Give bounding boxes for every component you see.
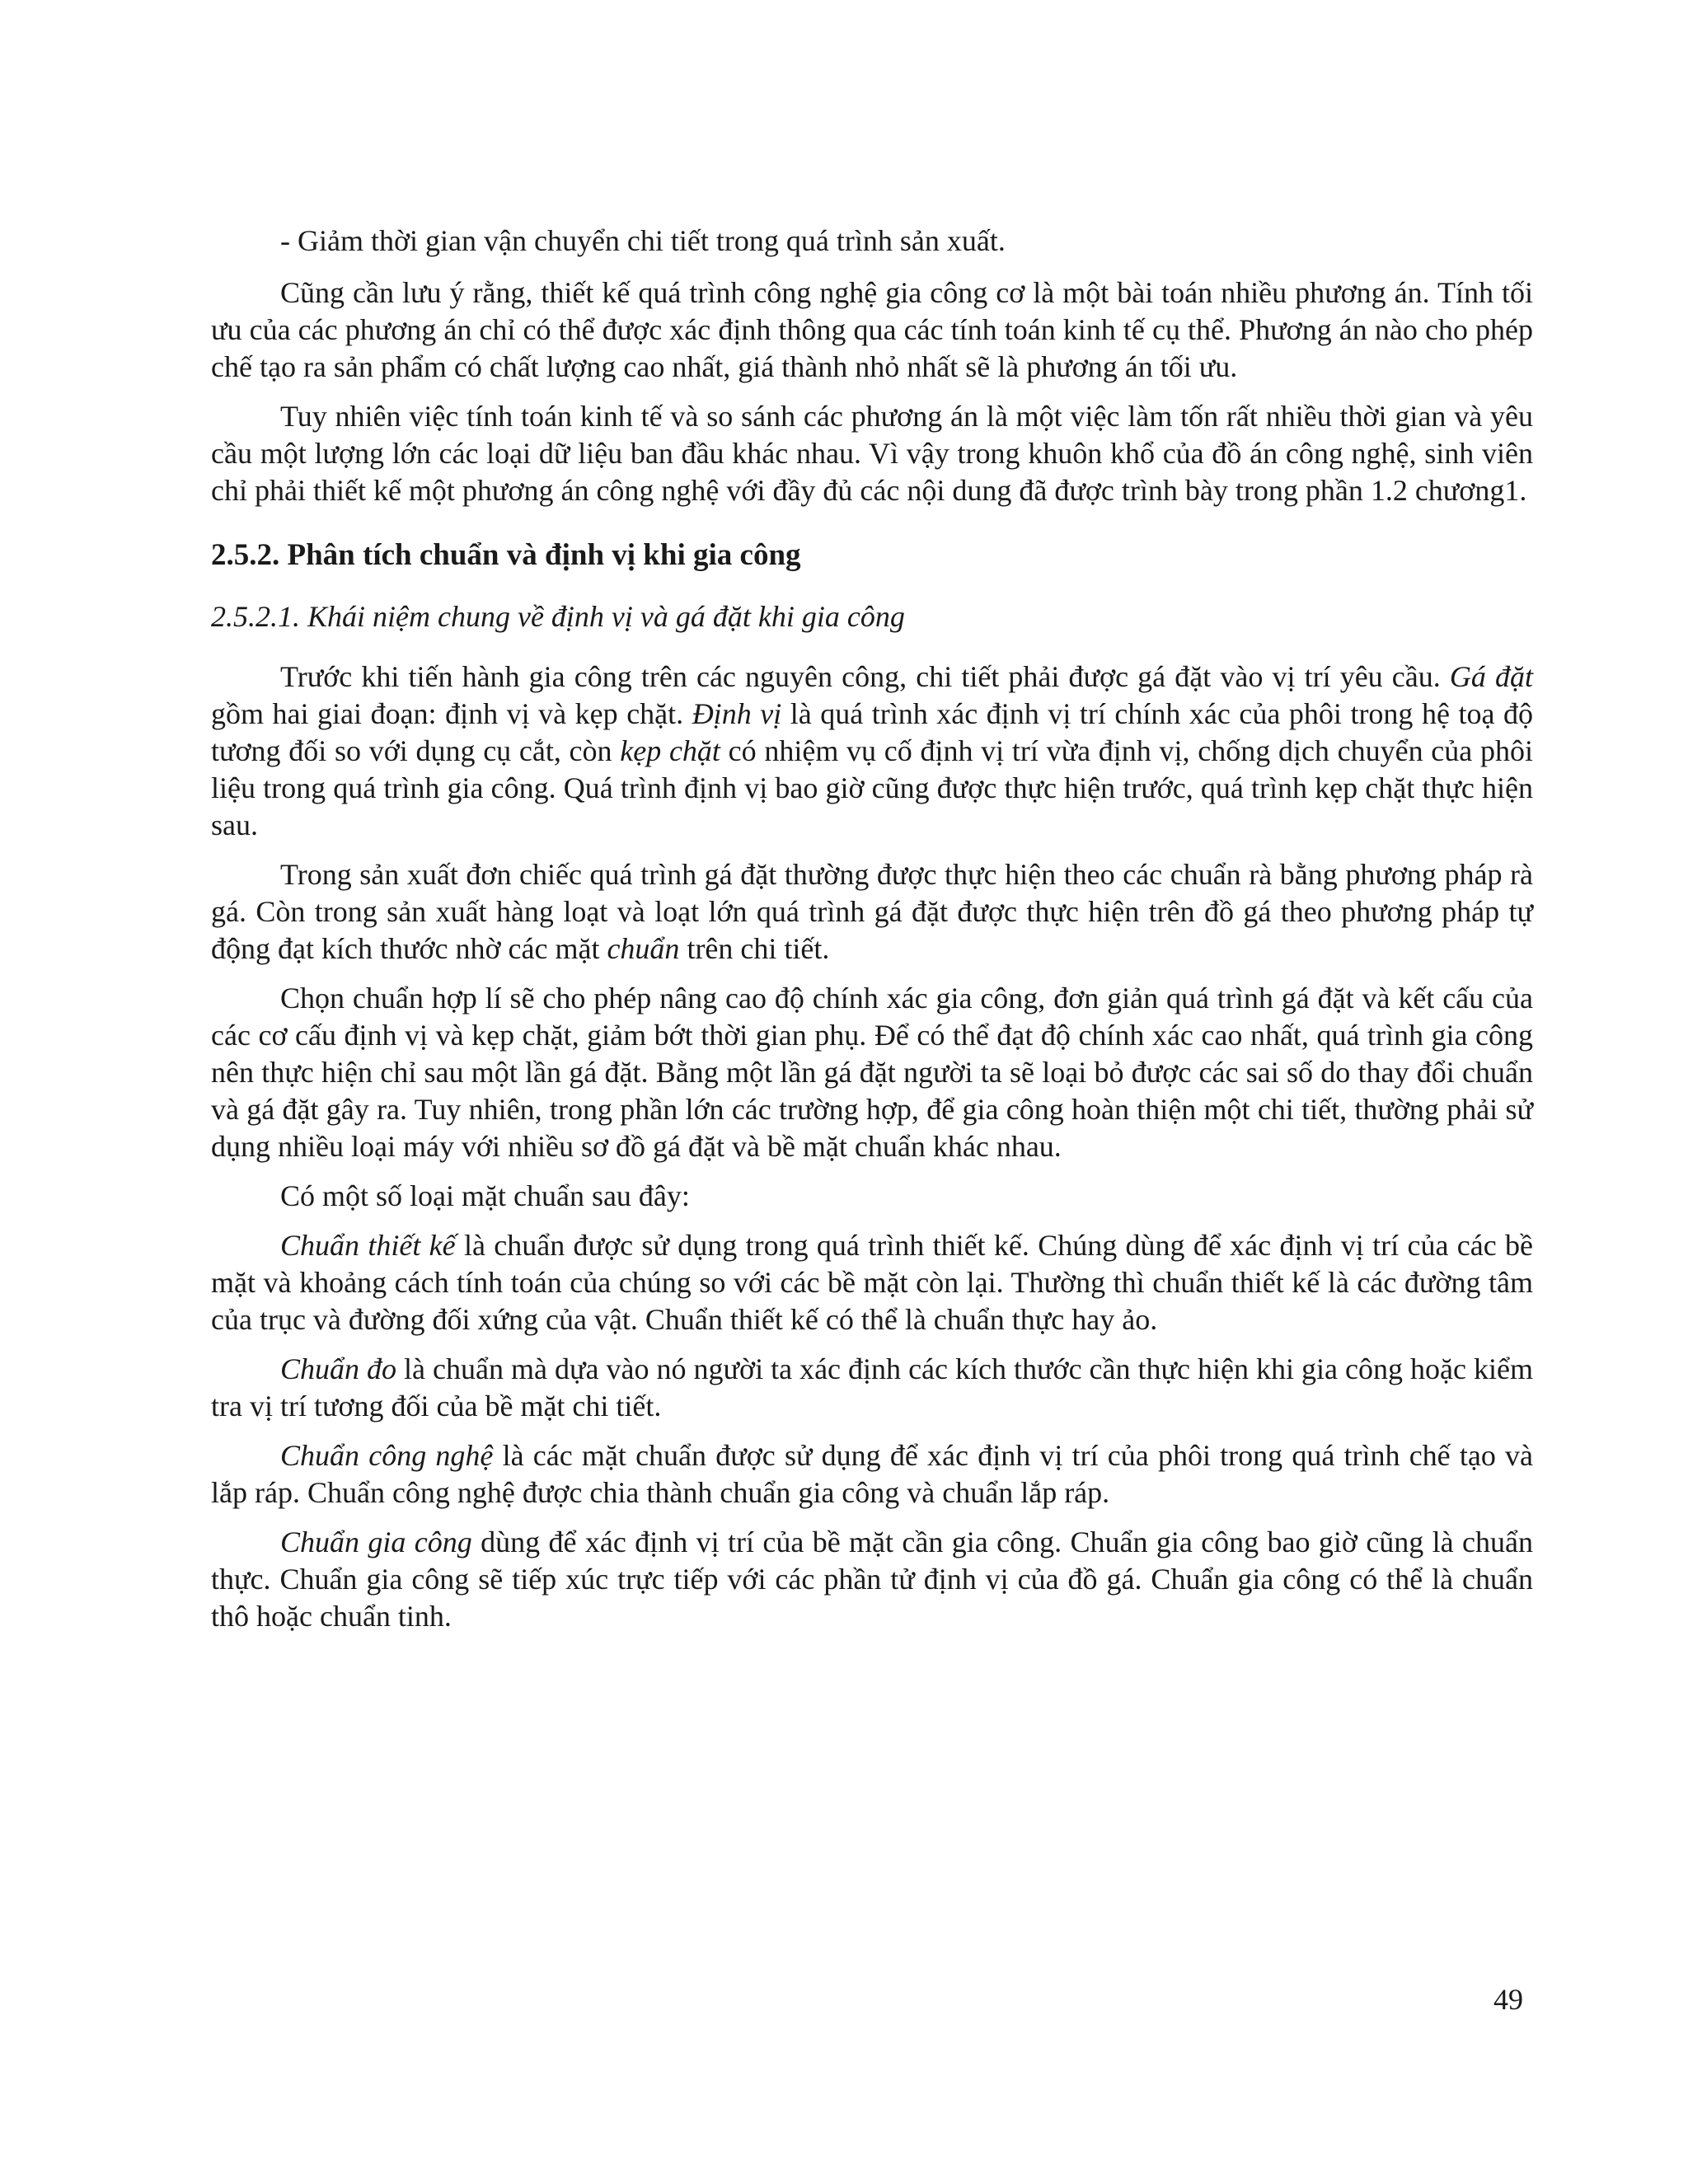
term-chuan-do: Chuẩn đo (280, 1352, 397, 1385)
paragraph-technology-datum (211, 1437, 1533, 1511)
text-run: là chuẩn được sử dụng trong quá trình thiết kế. Chúng dùng để xác định vị trí của các bề mặt và khoảng cách tính toán của chúng so với các bề mặt còn lại. Thường thì chuẩn thiết kế là các đường tâm của trục và đường đối xứng của vật. Chuẩn thiết kế có thể là chuẩn thực hay ảo. (211, 1229, 1533, 1336)
term-chuan-thiet-ke: Chuẩn thiết kế (280, 1229, 456, 1262)
term-dinh-vi: Định vị (692, 697, 782, 730)
term-chuan-gia-cong: Chuẩn gia công (280, 1526, 472, 1558)
paragraph-economic-calc: Tuy nhiên việc tính toán kinh tế và so sánh các phương án là một việc làm tốn rất nhiều thời gian và yêu cầu một lượng lớn các loại dữ liệu ban đầu khác nhau. Vì vậy trong khuôn khổ của đồ án công nghệ, sinh viên chỉ phải thiết kế một phương án công nghệ với đầy đủ các nội dung đã được trình bày trong phần 1.2 chương1. (211, 400, 1533, 507)
text-run: Trong sản xuất đơn chiếc quá trình gá đặt thường được thực hiện theo các chuẩn rà bằng phương pháp rà gá. Còn trong sản xuất hàng loạt và loạt lớn quá trình gá đặt được thực hiện trên đồ gá theo phương pháp tự động đạt kích thước nhờ các mặt (211, 858, 1533, 965)
text-run: có nhiệm vụ cố định vị trí vừa định vị, chống dịch chuyển của phôi liệu trong quá trình gia công. Quá trình định vị bao giờ cũng được thực hiện trước, quá trình kẹp chặt thực hiện sau. (211, 734, 1533, 841)
paragraph-production-type (211, 856, 1533, 968)
term-ga-dat: Gá đặt (1449, 660, 1533, 693)
text-run: Trước khi tiến hành gia công trên các nguyên công, chi tiết phải được gá đặt vào vị trí yêu cầu. (280, 660, 1450, 693)
paragraph-design-options: Cũng cần lưu ý rằng, thiết kế quá trình công nghệ gia công cơ là một bài toán nhiều phương án. Tính tối ưu của các phương án chỉ có thể được xác định thông qua các tính toán kinh tế cụ thể. Phương án nào cho phép chế tạo ra sản phẩm có chất lượng cao nhất, giá thành nhỏ nhất sẽ là phương án tối ưu. (211, 276, 1533, 383)
term-chuan-cong-nghe: Chuẩn công nghệ (280, 1439, 494, 1472)
paragraph-datum-types: Có một số loại mặt chuẩn sau đây: (280, 1179, 690, 1212)
paragraph-measure-datum (211, 1351, 1533, 1425)
paragraph-choose-datum: Chọn chuẩn hợp lí sẽ cho phép nâng cao độ chính xác gia công, đơn giản quá trình gá đặt và kết cấu của các cơ cấu định vị và kẹp chặt, giảm bớt thời gian phụ. Để có thể đạt độ chính xác cao nhất, quá trình gia công nên thực hiện chỉ sau một lần gá đặt. Bằng một lần gá đặt người ta sẽ loại bỏ được các sai số do thay đổi chuẩn và gá đặt gây ra. Tuy nhiên, trong phần lớn các trường hợp, để gia công hoàn thiện một chi tiết, thường phải sử dụng nhiều loại máy với nhiều sơ đồ gá đặt và bề mặt chuẩn khác nhau. (211, 982, 1533, 1163)
text-run: dùng để xác định vị trí của bề mặt cần gia công. Chuẩn gia công bao giờ cũng là chuẩn thực. Chuẩn gia công sẽ tiếp xúc trực tiếp với các phần tử định vị của đồ gá. Chuẩn gia công có thể là chuẩn thô hoặc chuẩn tinh. (211, 1526, 1533, 1633)
page-number: 49 (1493, 1983, 1523, 2016)
paragraph-reduce-transport: - Giảm thời gian vận chuyển chi tiết trong quá trình sản xuất. (280, 224, 1006, 257)
paragraph-design-datum (211, 1227, 1533, 1338)
text-run: là quá trình xác định vị trí chính xác của phôi trong hệ toạ độ tương đối so với dụng cụ cắt, còn (211, 697, 1534, 767)
text-run: trên chi tiết. (679, 932, 830, 965)
section-heading: 2.5.2. Phân tích chuẩn và định vị khi gia công (211, 538, 801, 572)
term-kep-chat: kẹp chặt (620, 734, 720, 767)
subsection-heading: 2.5.2.1. Khái niệm chung về định vị và gá đặt khi gia công (211, 600, 905, 633)
text-run: gồm hai giai đoạn: định vị và kẹp chặt. (211, 697, 692, 730)
paragraph-machining-datum (211, 1524, 1533, 1635)
paragraph-positioning-intro (211, 658, 1533, 844)
text-run: là chuẩn mà dựa vào nó người ta xác định các kích thước cần thực hiện khi gia công hoặc kiểm tra vị trí tương đối của bề mặt chi tiết. (211, 1352, 1533, 1422)
text-block (211, 223, 1533, 1647)
text-run: là các mặt chuẩn được sử dụng để xác định vị trí của phôi trong quá trình chế tạo và lắp ráp. Chuẩn công nghệ được chia thành chuẩn gia công và chuẩn lắp ráp. (211, 1439, 1534, 1509)
term-chuan: chuẩn (607, 932, 680, 965)
